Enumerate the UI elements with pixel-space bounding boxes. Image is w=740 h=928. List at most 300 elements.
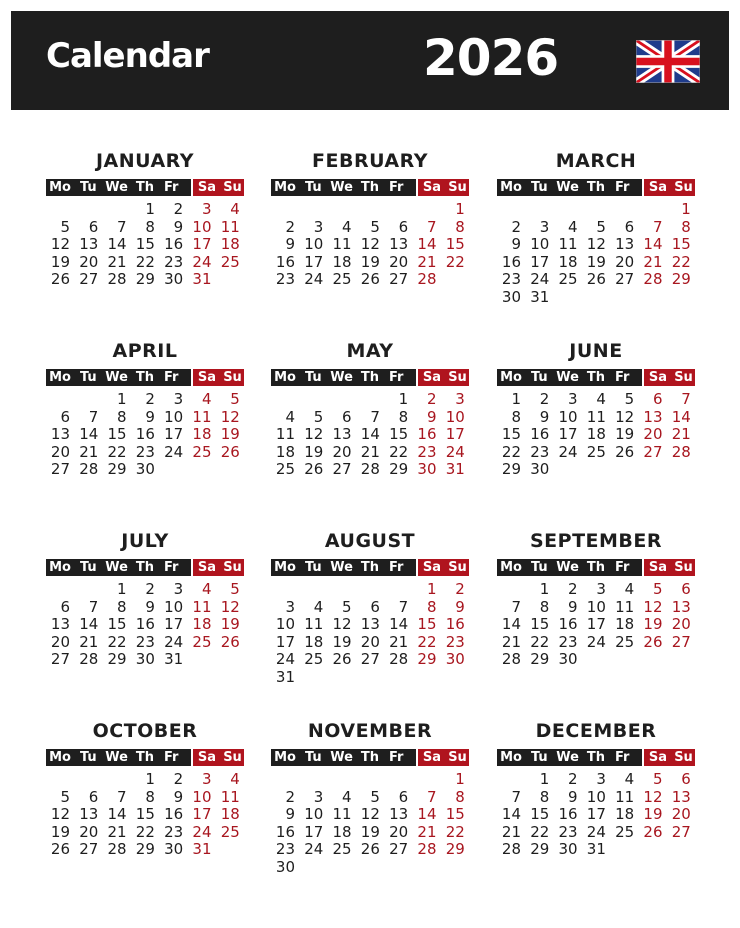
day-cell[interactable]: 26 [304, 460, 324, 479]
day-cell[interactable]: 11 [220, 217, 240, 236]
day-cell[interactable]: 17 [192, 805, 212, 824]
day-cell[interactable]: 25 [192, 442, 212, 461]
day-cell[interactable]: 8 [117, 407, 127, 426]
day-cell[interactable]: 29 [671, 270, 691, 289]
day-cell[interactable]: 16 [530, 425, 550, 444]
day-cell[interactable]: 17 [304, 252, 324, 271]
day-cell[interactable]: 24 [530, 270, 550, 289]
day-cell[interactable]: 30 [558, 840, 578, 859]
day-cell[interactable]: 20 [643, 425, 663, 444]
day-cell[interactable]: 18 [615, 805, 635, 824]
day-cell[interactable]: 2 [173, 200, 184, 218]
day-cell[interactable]: 28 [643, 270, 663, 289]
day-cell[interactable]: 17 [164, 425, 184, 444]
day-cell[interactable]: 15 [445, 235, 465, 254]
day-cell[interactable]: 7 [652, 217, 663, 236]
day-cell[interactable]: 14 [107, 235, 127, 254]
day-cell[interactable]: 1 [539, 580, 550, 598]
day-cell[interactable]: 28 [79, 460, 99, 479]
day-cell[interactable]: 8 [455, 217, 465, 236]
day-cell[interactable]: 29 [501, 460, 521, 479]
day-cell[interactable]: 12 [220, 407, 240, 426]
day-cell[interactable]: 29 [530, 650, 550, 669]
day-cell[interactable]: 7 [681, 390, 691, 408]
day-cell[interactable]: 4 [201, 390, 212, 408]
day-cell[interactable]: 25 [332, 840, 352, 859]
day-cell[interactable]: 28 [107, 840, 127, 859]
day-cell[interactable]: 17 [558, 425, 578, 444]
day-cell[interactable]: 31 [275, 667, 295, 686]
day-cell[interactable]: 6 [60, 597, 70, 616]
day-cell[interactable]: 30 [275, 857, 295, 876]
day-cell[interactable]: 4 [285, 407, 295, 426]
day-cell[interactable]: 16 [558, 805, 578, 824]
day-cell[interactable]: 28 [501, 650, 521, 669]
day-cell[interactable]: 1 [145, 200, 155, 218]
day-cell[interactable]: 14 [79, 425, 99, 444]
day-cell[interactable]: 20 [389, 822, 409, 841]
day-cell[interactable]: 21 [360, 442, 380, 461]
day-cell[interactable]: 12 [643, 787, 663, 806]
day-cell[interactable]: 3 [313, 217, 324, 236]
day-cell[interactable]: 18 [586, 425, 606, 444]
day-cell[interactable]: 5 [596, 217, 606, 236]
day-cell[interactable]: 29 [135, 840, 155, 859]
day-cell[interactable]: 9 [145, 597, 155, 616]
day-cell[interactable]: 8 [398, 407, 409, 426]
day-cell[interactable]: 20 [79, 822, 99, 841]
day-cell[interactable]: 27 [50, 460, 70, 479]
day-cell[interactable]: 1 [455, 770, 465, 788]
day-cell[interactable]: 14 [671, 407, 691, 426]
day-cell[interactable]: 16 [275, 252, 295, 271]
day-cell[interactable]: 26 [360, 270, 380, 289]
day-cell[interactable]: 23 [135, 632, 155, 651]
day-cell[interactable]: 13 [79, 235, 99, 254]
day-cell[interactable]: 3 [455, 390, 465, 408]
day-cell[interactable]: 10 [445, 407, 465, 426]
day-cell[interactable]: 18 [615, 615, 635, 634]
day-cell[interactable]: 20 [671, 615, 691, 634]
day-cell[interactable]: 8 [117, 597, 127, 616]
day-cell[interactable]: 22 [530, 632, 550, 651]
day-cell[interactable]: 9 [426, 407, 437, 426]
day-cell[interactable]: 29 [107, 460, 127, 479]
day-cell[interactable]: 27 [389, 840, 409, 859]
day-cell[interactable]: 21 [79, 442, 99, 461]
day-cell[interactable]: 7 [398, 597, 409, 616]
day-cell[interactable]: 11 [558, 235, 578, 254]
day-cell[interactable]: 6 [652, 390, 663, 408]
day-cell[interactable]: 23 [501, 270, 521, 289]
day-cell[interactable]: 13 [671, 787, 691, 806]
day-cell[interactable]: 3 [596, 580, 606, 598]
day-cell[interactable]: 14 [389, 615, 409, 634]
day-cell[interactable]: 10 [586, 787, 606, 806]
day-cell[interactable]: 11 [332, 805, 352, 824]
day-cell[interactable]: 30 [501, 287, 521, 306]
day-cell[interactable]: 22 [445, 252, 465, 271]
day-cell[interactable]: 22 [135, 822, 155, 841]
day-cell[interactable]: 10 [530, 235, 550, 254]
day-cell[interactable]: 15 [530, 805, 550, 824]
day-cell[interactable]: 5 [230, 390, 240, 408]
day-cell[interactable]: 26 [360, 840, 380, 859]
day-cell[interactable]: 8 [145, 217, 155, 236]
day-cell[interactable]: 8 [681, 217, 691, 236]
day-cell[interactable]: 3 [596, 770, 606, 788]
day-cell[interactable]: 11 [220, 787, 240, 806]
day-cell[interactable]: 1 [681, 200, 691, 218]
day-cell[interactable]: 9 [173, 787, 184, 806]
day-cell[interactable]: 18 [558, 252, 578, 271]
day-cell[interactable]: 26 [332, 650, 352, 669]
day-cell[interactable]: 7 [117, 787, 127, 806]
day-cell[interactable]: 22 [530, 822, 550, 841]
day-cell[interactable]: 23 [445, 632, 465, 651]
day-cell[interactable]: 11 [192, 597, 212, 616]
day-cell[interactable]: 18 [192, 615, 212, 634]
day-cell[interactable]: 24 [304, 270, 324, 289]
day-cell[interactable]: 18 [220, 235, 240, 254]
day-cell[interactable]: 25 [558, 270, 578, 289]
day-cell[interactable]: 24 [558, 442, 578, 461]
day-cell[interactable]: 4 [568, 217, 578, 236]
day-cell[interactable]: 5 [60, 217, 70, 236]
day-cell[interactable]: 5 [624, 390, 635, 408]
day-cell[interactable]: 14 [360, 425, 380, 444]
day-cell[interactable]: 2 [426, 390, 437, 408]
day-cell[interactable]: 2 [285, 217, 295, 236]
day-cell[interactable]: 11 [615, 787, 635, 806]
day-cell[interactable]: 8 [539, 787, 550, 806]
day-cell[interactable]: 24 [304, 840, 324, 859]
day-cell[interactable]: 25 [332, 270, 352, 289]
day-cell[interactable]: 12 [332, 615, 352, 634]
day-cell[interactable]: 14 [79, 615, 99, 634]
day-cell[interactable]: 1 [511, 390, 521, 408]
day-cell[interactable]: 28 [107, 270, 127, 289]
day-cell[interactable]: 19 [643, 805, 663, 824]
day-cell[interactable]: 10 [192, 787, 212, 806]
day-cell[interactable]: 12 [643, 597, 663, 616]
day-cell[interactable]: 16 [275, 822, 295, 841]
day-cell[interactable]: 6 [681, 770, 691, 788]
day-cell[interactable]: 3 [173, 580, 184, 598]
day-cell[interactable]: 1 [539, 770, 550, 788]
day-cell[interactable]: 17 [445, 425, 465, 444]
day-cell[interactable]: 21 [107, 252, 127, 271]
day-cell[interactable]: 22 [389, 442, 409, 461]
day-cell[interactable]: 27 [643, 442, 663, 461]
day-cell[interactable]: 13 [332, 425, 352, 444]
day-cell[interactable]: 12 [360, 805, 380, 824]
day-cell[interactable]: 8 [539, 597, 550, 616]
day-cell[interactable]: 14 [417, 235, 437, 254]
day-cell[interactable]: 9 [285, 235, 295, 254]
day-cell[interactable]: 6 [370, 597, 380, 616]
day-cell[interactable]: 4 [624, 580, 635, 598]
day-cell[interactable]: 20 [615, 252, 635, 271]
day-cell[interactable]: 5 [370, 217, 380, 236]
day-cell[interactable]: 20 [50, 632, 70, 651]
day-cell[interactable]: 10 [586, 597, 606, 616]
day-cell[interactable]: 3 [173, 390, 184, 408]
day-cell[interactable]: 25 [615, 632, 635, 651]
day-cell[interactable]: 19 [615, 425, 635, 444]
day-cell[interactable]: 12 [360, 235, 380, 254]
day-cell[interactable]: 4 [313, 597, 324, 616]
day-cell[interactable]: 28 [417, 270, 437, 289]
day-cell[interactable]: 6 [624, 217, 635, 236]
day-cell[interactable]: 19 [643, 615, 663, 634]
day-cell[interactable]: 30 [558, 650, 578, 669]
day-cell[interactable]: 26 [643, 632, 663, 651]
day-cell[interactable]: 7 [426, 217, 437, 236]
day-cell[interactable]: 29 [445, 840, 465, 859]
day-cell[interactable]: 31 [445, 460, 465, 479]
day-cell[interactable]: 23 [275, 270, 295, 289]
day-cell[interactable]: 24 [192, 252, 212, 271]
day-cell[interactable]: 10 [304, 235, 324, 254]
day-cell[interactable]: 21 [389, 632, 409, 651]
day-cell[interactable]: 21 [79, 632, 99, 651]
day-cell[interactable]: 26 [220, 442, 240, 461]
day-cell[interactable]: 19 [220, 425, 240, 444]
day-cell[interactable]: 31 [164, 650, 184, 669]
day-cell[interactable]: 25 [275, 460, 295, 479]
day-cell[interactable]: 22 [445, 822, 465, 841]
day-cell[interactable]: 26 [220, 632, 240, 651]
day-cell[interactable]: 27 [360, 650, 380, 669]
day-cell[interactable]: 18 [192, 425, 212, 444]
day-cell[interactable]: 13 [79, 805, 99, 824]
day-cell[interactable]: 27 [50, 650, 70, 669]
day-cell[interactable]: 7 [426, 787, 437, 806]
day-cell[interactable]: 11 [332, 235, 352, 254]
day-cell[interactable]: 15 [107, 615, 127, 634]
day-cell[interactable]: 30 [135, 650, 155, 669]
day-cell[interactable]: 26 [643, 822, 663, 841]
day-cell[interactable]: 14 [107, 805, 127, 824]
day-cell[interactable]: 9 [285, 805, 295, 824]
day-cell[interactable]: 22 [107, 632, 127, 651]
day-cell[interactable]: 30 [164, 270, 184, 289]
day-cell[interactable]: 12 [304, 425, 324, 444]
day-cell[interactable]: 19 [360, 252, 380, 271]
day-cell[interactable]: 16 [445, 615, 465, 634]
day-cell[interactable]: 31 [530, 287, 550, 306]
day-cell[interactable]: 26 [50, 840, 70, 859]
day-cell[interactable]: 19 [50, 822, 70, 841]
day-cell[interactable]: 14 [643, 235, 663, 254]
day-cell[interactable]: 24 [192, 822, 212, 841]
day-cell[interactable]: 2 [145, 390, 155, 408]
day-cell[interactable]: 2 [145, 580, 155, 598]
day-cell[interactable]: 24 [445, 442, 465, 461]
day-cell[interactable]: 28 [389, 650, 409, 669]
day-cell[interactable]: 23 [558, 822, 578, 841]
day-cell[interactable]: 24 [164, 632, 184, 651]
day-cell[interactable]: 10 [164, 597, 184, 616]
day-cell[interactable]: 2 [511, 217, 521, 236]
day-cell[interactable]: 29 [135, 270, 155, 289]
day-cell[interactable]: 15 [135, 235, 155, 254]
day-cell[interactable]: 9 [145, 407, 155, 426]
day-cell[interactable]: 14 [501, 615, 521, 634]
day-cell[interactable]: 19 [586, 252, 606, 271]
day-cell[interactable]: 29 [107, 650, 127, 669]
day-cell[interactable]: 27 [389, 270, 409, 289]
day-cell[interactable]: 6 [398, 787, 409, 806]
day-cell[interactable]: 23 [530, 442, 550, 461]
day-cell[interactable]: 30 [530, 460, 550, 479]
day-cell[interactable]: 12 [220, 597, 240, 616]
day-cell[interactable]: 9 [568, 787, 578, 806]
day-cell[interactable]: 20 [389, 252, 409, 271]
day-cell[interactable]: 28 [671, 442, 691, 461]
day-cell[interactable]: 25 [220, 252, 240, 271]
day-cell[interactable]: 5 [230, 580, 240, 598]
day-cell[interactable]: 19 [332, 632, 352, 651]
day-cell[interactable]: 6 [88, 217, 99, 236]
day-cell[interactable]: 30 [417, 460, 437, 479]
day-cell[interactable]: 31 [586, 840, 606, 859]
day-cell[interactable]: 15 [389, 425, 409, 444]
day-cell[interactable]: 4 [230, 200, 240, 218]
day-cell[interactable]: 14 [501, 805, 521, 824]
day-cell[interactable]: 24 [586, 632, 606, 651]
day-cell[interactable]: 3 [285, 597, 295, 616]
day-cell[interactable]: 10 [192, 217, 212, 236]
day-cell[interactable]: 16 [164, 805, 184, 824]
day-cell[interactable]: 7 [88, 407, 99, 426]
day-cell[interactable]: 19 [220, 615, 240, 634]
day-cell[interactable]: 24 [164, 442, 184, 461]
day-cell[interactable]: 16 [501, 252, 521, 271]
day-cell[interactable]: 13 [50, 425, 70, 444]
day-cell[interactable]: 21 [417, 252, 437, 271]
day-cell[interactable]: 23 [164, 252, 184, 271]
day-cell[interactable]: 15 [530, 615, 550, 634]
day-cell[interactable]: 21 [643, 252, 663, 271]
day-cell[interactable]: 6 [398, 217, 409, 236]
day-cell[interactable]: 25 [304, 650, 324, 669]
day-cell[interactable]: 11 [275, 425, 295, 444]
day-cell[interactable]: 13 [360, 615, 380, 634]
day-cell[interactable]: 18 [332, 252, 352, 271]
day-cell[interactable]: 13 [643, 407, 663, 426]
day-cell[interactable]: 30 [164, 840, 184, 859]
day-cell[interactable]: 16 [558, 615, 578, 634]
day-cell[interactable]: 7 [370, 407, 380, 426]
day-cell[interactable]: 9 [173, 217, 184, 236]
day-cell[interactable]: 13 [615, 235, 635, 254]
day-cell[interactable]: 21 [501, 822, 521, 841]
day-cell[interactable]: 15 [671, 235, 691, 254]
day-cell[interactable]: 27 [671, 822, 691, 841]
day-cell[interactable]: 10 [558, 407, 578, 426]
day-cell[interactable]: 1 [117, 390, 127, 408]
day-cell[interactable]: 2 [568, 770, 578, 788]
day-cell[interactable]: 11 [615, 597, 635, 616]
day-cell[interactable]: 23 [417, 442, 437, 461]
day-cell[interactable]: 24 [275, 650, 295, 669]
day-cell[interactable]: 22 [671, 252, 691, 271]
day-cell[interactable]: 4 [342, 217, 352, 236]
day-cell[interactable]: 5 [313, 407, 324, 426]
day-cell[interactable]: 10 [164, 407, 184, 426]
day-cell[interactable]: 6 [342, 407, 352, 426]
day-cell[interactable]: 6 [681, 580, 691, 598]
day-cell[interactable]: 20 [360, 632, 380, 651]
day-cell[interactable]: 9 [568, 597, 578, 616]
day-cell[interactable]: 21 [107, 822, 127, 841]
day-cell[interactable]: 19 [304, 442, 324, 461]
day-cell[interactable]: 8 [511, 407, 521, 426]
day-cell[interactable]: 17 [586, 615, 606, 634]
day-cell[interactable]: 26 [615, 442, 635, 461]
day-cell[interactable]: 4 [596, 390, 606, 408]
day-cell[interactable]: 26 [586, 270, 606, 289]
day-cell[interactable]: 22 [107, 442, 127, 461]
day-cell[interactable]: 31 [192, 270, 212, 289]
day-cell[interactable]: 13 [50, 615, 70, 634]
day-cell[interactable]: 10 [275, 615, 295, 634]
day-cell[interactable]: 5 [652, 770, 663, 788]
day-cell[interactable]: 17 [530, 252, 550, 271]
day-cell[interactable]: 20 [332, 442, 352, 461]
day-cell[interactable]: 5 [60, 787, 70, 806]
day-cell[interactable]: 3 [201, 770, 212, 788]
day-cell[interactable]: 11 [586, 407, 606, 426]
day-cell[interactable]: 8 [426, 597, 437, 616]
day-cell[interactable]: 29 [417, 650, 437, 669]
day-cell[interactable]: 3 [313, 787, 324, 806]
day-cell[interactable]: 25 [615, 822, 635, 841]
day-cell[interactable]: 21 [501, 632, 521, 651]
day-cell[interactable]: 2 [455, 580, 465, 598]
day-cell[interactable]: 11 [304, 615, 324, 634]
day-cell[interactable]: 13 [671, 597, 691, 616]
day-cell[interactable]: 18 [304, 632, 324, 651]
day-cell[interactable]: 16 [135, 425, 155, 444]
day-cell[interactable]: 25 [220, 822, 240, 841]
day-cell[interactable]: 1 [145, 770, 155, 788]
day-cell[interactable]: 9 [455, 597, 465, 616]
day-cell[interactable]: 27 [671, 632, 691, 651]
day-cell[interactable]: 2 [173, 770, 184, 788]
day-cell[interactable]: 2 [285, 787, 295, 806]
day-cell[interactable]: 22 [135, 252, 155, 271]
day-cell[interactable]: 14 [417, 805, 437, 824]
day-cell[interactable]: 5 [342, 597, 352, 616]
day-cell[interactable]: 23 [164, 822, 184, 841]
day-cell[interactable]: 12 [586, 235, 606, 254]
day-cell[interactable]: 28 [79, 650, 99, 669]
day-cell[interactable]: 29 [389, 460, 409, 479]
day-cell[interactable]: 2 [568, 580, 578, 598]
day-cell[interactable]: 8 [455, 787, 465, 806]
day-cell[interactable]: 26 [50, 270, 70, 289]
day-cell[interactable]: 29 [530, 840, 550, 859]
day-cell[interactable]: 13 [389, 805, 409, 824]
day-cell[interactable]: 16 [135, 615, 155, 634]
day-cell[interactable]: 3 [539, 217, 550, 236]
day-cell[interactable]: 10 [304, 805, 324, 824]
day-cell[interactable]: 30 [135, 460, 155, 479]
day-cell[interactable]: 28 [360, 460, 380, 479]
